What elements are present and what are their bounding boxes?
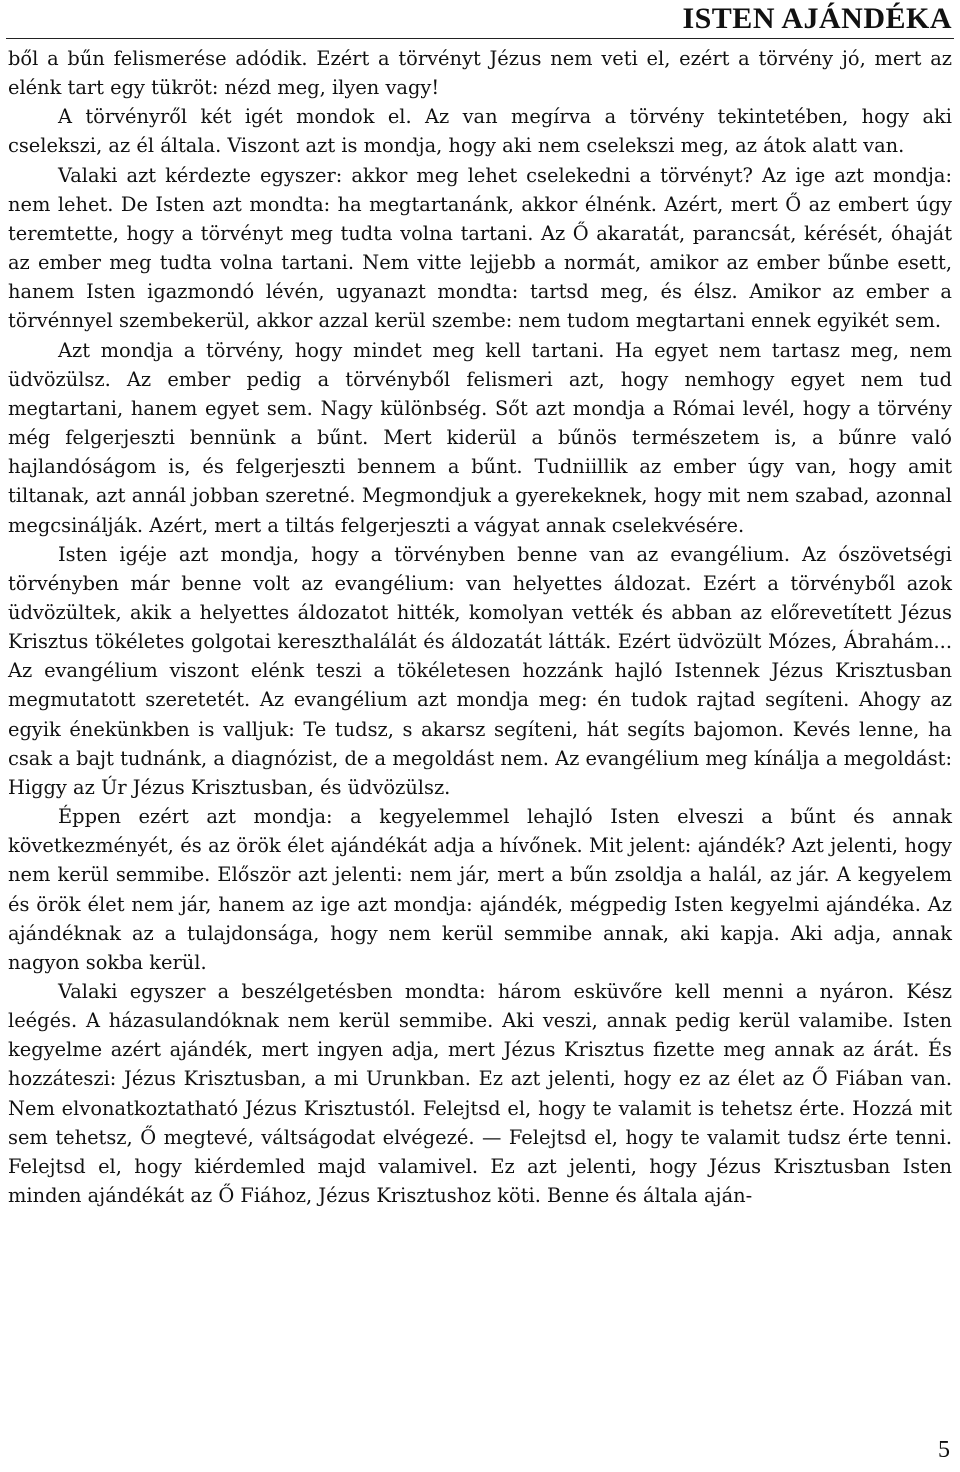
paragraph: Éppen ezért azt mondja: a kegyelemmel lehajló Isten elveszi a bűnt és annak következményét, és az örök élet ajándékát adja a hívőnek. Mit jelent: ajándék? Azt jelenti, hogy nem kerül semmibe. Először azt jelenti: nem jár, mert a bűn zsoldja a halál, az jár. A kegyelem és örök élet nem jár, hanem az ige azt mondja: ajándék, mégpedig Isten kegyelmi ajándéka. Az ajándéknak az a tulajdonsága, hogy nem kerül semmibe annak, aki kapja. Aki adja, annak nagyon sokba kerül. — [8, 805, 952, 974]
paragraph: Valaki azt kérdezte egyszer: akkor meg lehet cselekedni a törvényt? Az ige azt mondja: nem lehet. De Isten azt mondta: ha megtartanánk, akkor élnénk. Azért, mert Ő az embert úgy teremtette, hogy a törvényt meg tudta volna tartani. Az Ő akaratát, parancsát, kérését, óhaját az ember meg tudta volna tartani. Nem vitte lejjebb a normát, amikor az ember bűnbe esett, hanem Isten igazmondó lévén, ugyanazt mondta: tartsd meg, és élsz. Amikor az ember a törvénnyel szembekerül, akkor azzal kerül szembe: nem tudom megtartani ennek egyikét sem. — [8, 163, 952, 333]
paragraph: Azt mondja a törvény, hogy mindet meg kell tartani. Ha egyet nem tartasz meg, nem üdvözülsz. Az ember pedig a törvényből felismeri azt, hogy nemhogy egyet nem tud megtartani, hanem egyet sem. Nagy különbség. Sőt azt mondja a Római levél, hogy a törvény még felgerjeszti bennünk a bűnt. Mert kiderül a bűnös természetem is, a bűnre való hajlandóságom is, és felgerjeszti bennem a bűnt. Tudniillik az ember úgy van, hogy amit tiltanak, azt annál jobban szeretné. Megmondjuk a gyerekeknek, hogy mit nem szabad, azonnal megcsinálják. Azért, mert a tiltás felgerjeszti a vágyat annak cselekvésére. — [8, 338, 952, 537]
paragraph-continuation: ből a bűn felismerése adódik. Ezért a törvényt Jézus nem veti el, ezért a törvény jó, mert az elénk tart egy tükröt: nézd meg, ilyen vagy! — [8, 47, 952, 100]
paragraph: Valaki egyszer a beszélgetésben mondta: három esküvőre kell menni a nyáron. Kész leégés. A házasulandóknak nem kerül semmibe. Aki veszi, annak pedig kerül valamibe. Isten kegyelme azért ajándék, mert ingyen adja, mert Jézus Krisztus fizette meg annak az árát. És hozzáteszi: Jézus Krisztusban, a mi Urunkban. Ez azt jelenti, hogy ez az élet az Ő Fiában van. Nem elvonatkoztatható Jézus Krisztustól. Felejtsd el, hogy te valamit is tehetsz érte. Hozzá mit sem tehetsz, Ő megtevé, váltságodat elvégezé. — Felejtsd el, hogy te valamit tudsz érte tenni. Felejtsd el, hogy kiérdemled majd valamivel. Ez azt jelenti, hogy Jézus Krisztusban Isten minden ajándékát az Ő Fiához, Jézus Krisztushoz köti. Benne és általa aján- — [8, 980, 952, 1208]
header-rule — [6, 38, 954, 39]
paragraph: Isten igéje azt mondja, hogy a törvényben benne van az evangélium. Az ószövetségi törvényben már benne volt az evangélium: van helyettes áldozat. Ezért a törvényből azok üdvözültek, akik a helyettes áldozatot hitték, komolyan vették és abban az előrevetített Jézus Krisztus tökéletes golgotai kereszthalálát és áldozatát látták. Ezért üdvözült Mózes, Ábrahám... Az evangélium viszont elénk teszi a tökéletesen hozzánk hajló Istennek Jézus Krisztusban megmutatott szeretetét. Az evangélium azt mondja meg: én tudok rajtad segíteni. Ahogy az egyik énekünkben is valljuk: Te tudsz, s akarsz segíteni, hát segíts bajomon. Kevés lenne, ha csak a bajt tudnánk, a diagnózist, de a megoldást nem. Az evangélium meg kínálja a megoldást: Higgy az Úr Jézus Krisztusban, és üdvözülsz. — [8, 542, 952, 799]
page-number: 5 — [938, 1437, 950, 1463]
running-head-title: ISTEN AJÁNDÉKA — [682, 2, 952, 35]
body-text — [8, 44, 952, 1210]
paragraph: A törvényről két igét mondok el. Az van megírva a törvény tekintetében, hogy aki cselekszi, az él általa. Viszont azt is mondja, hogy aki nem cselekszi meg, az átok alatt van. — [8, 105, 952, 158]
